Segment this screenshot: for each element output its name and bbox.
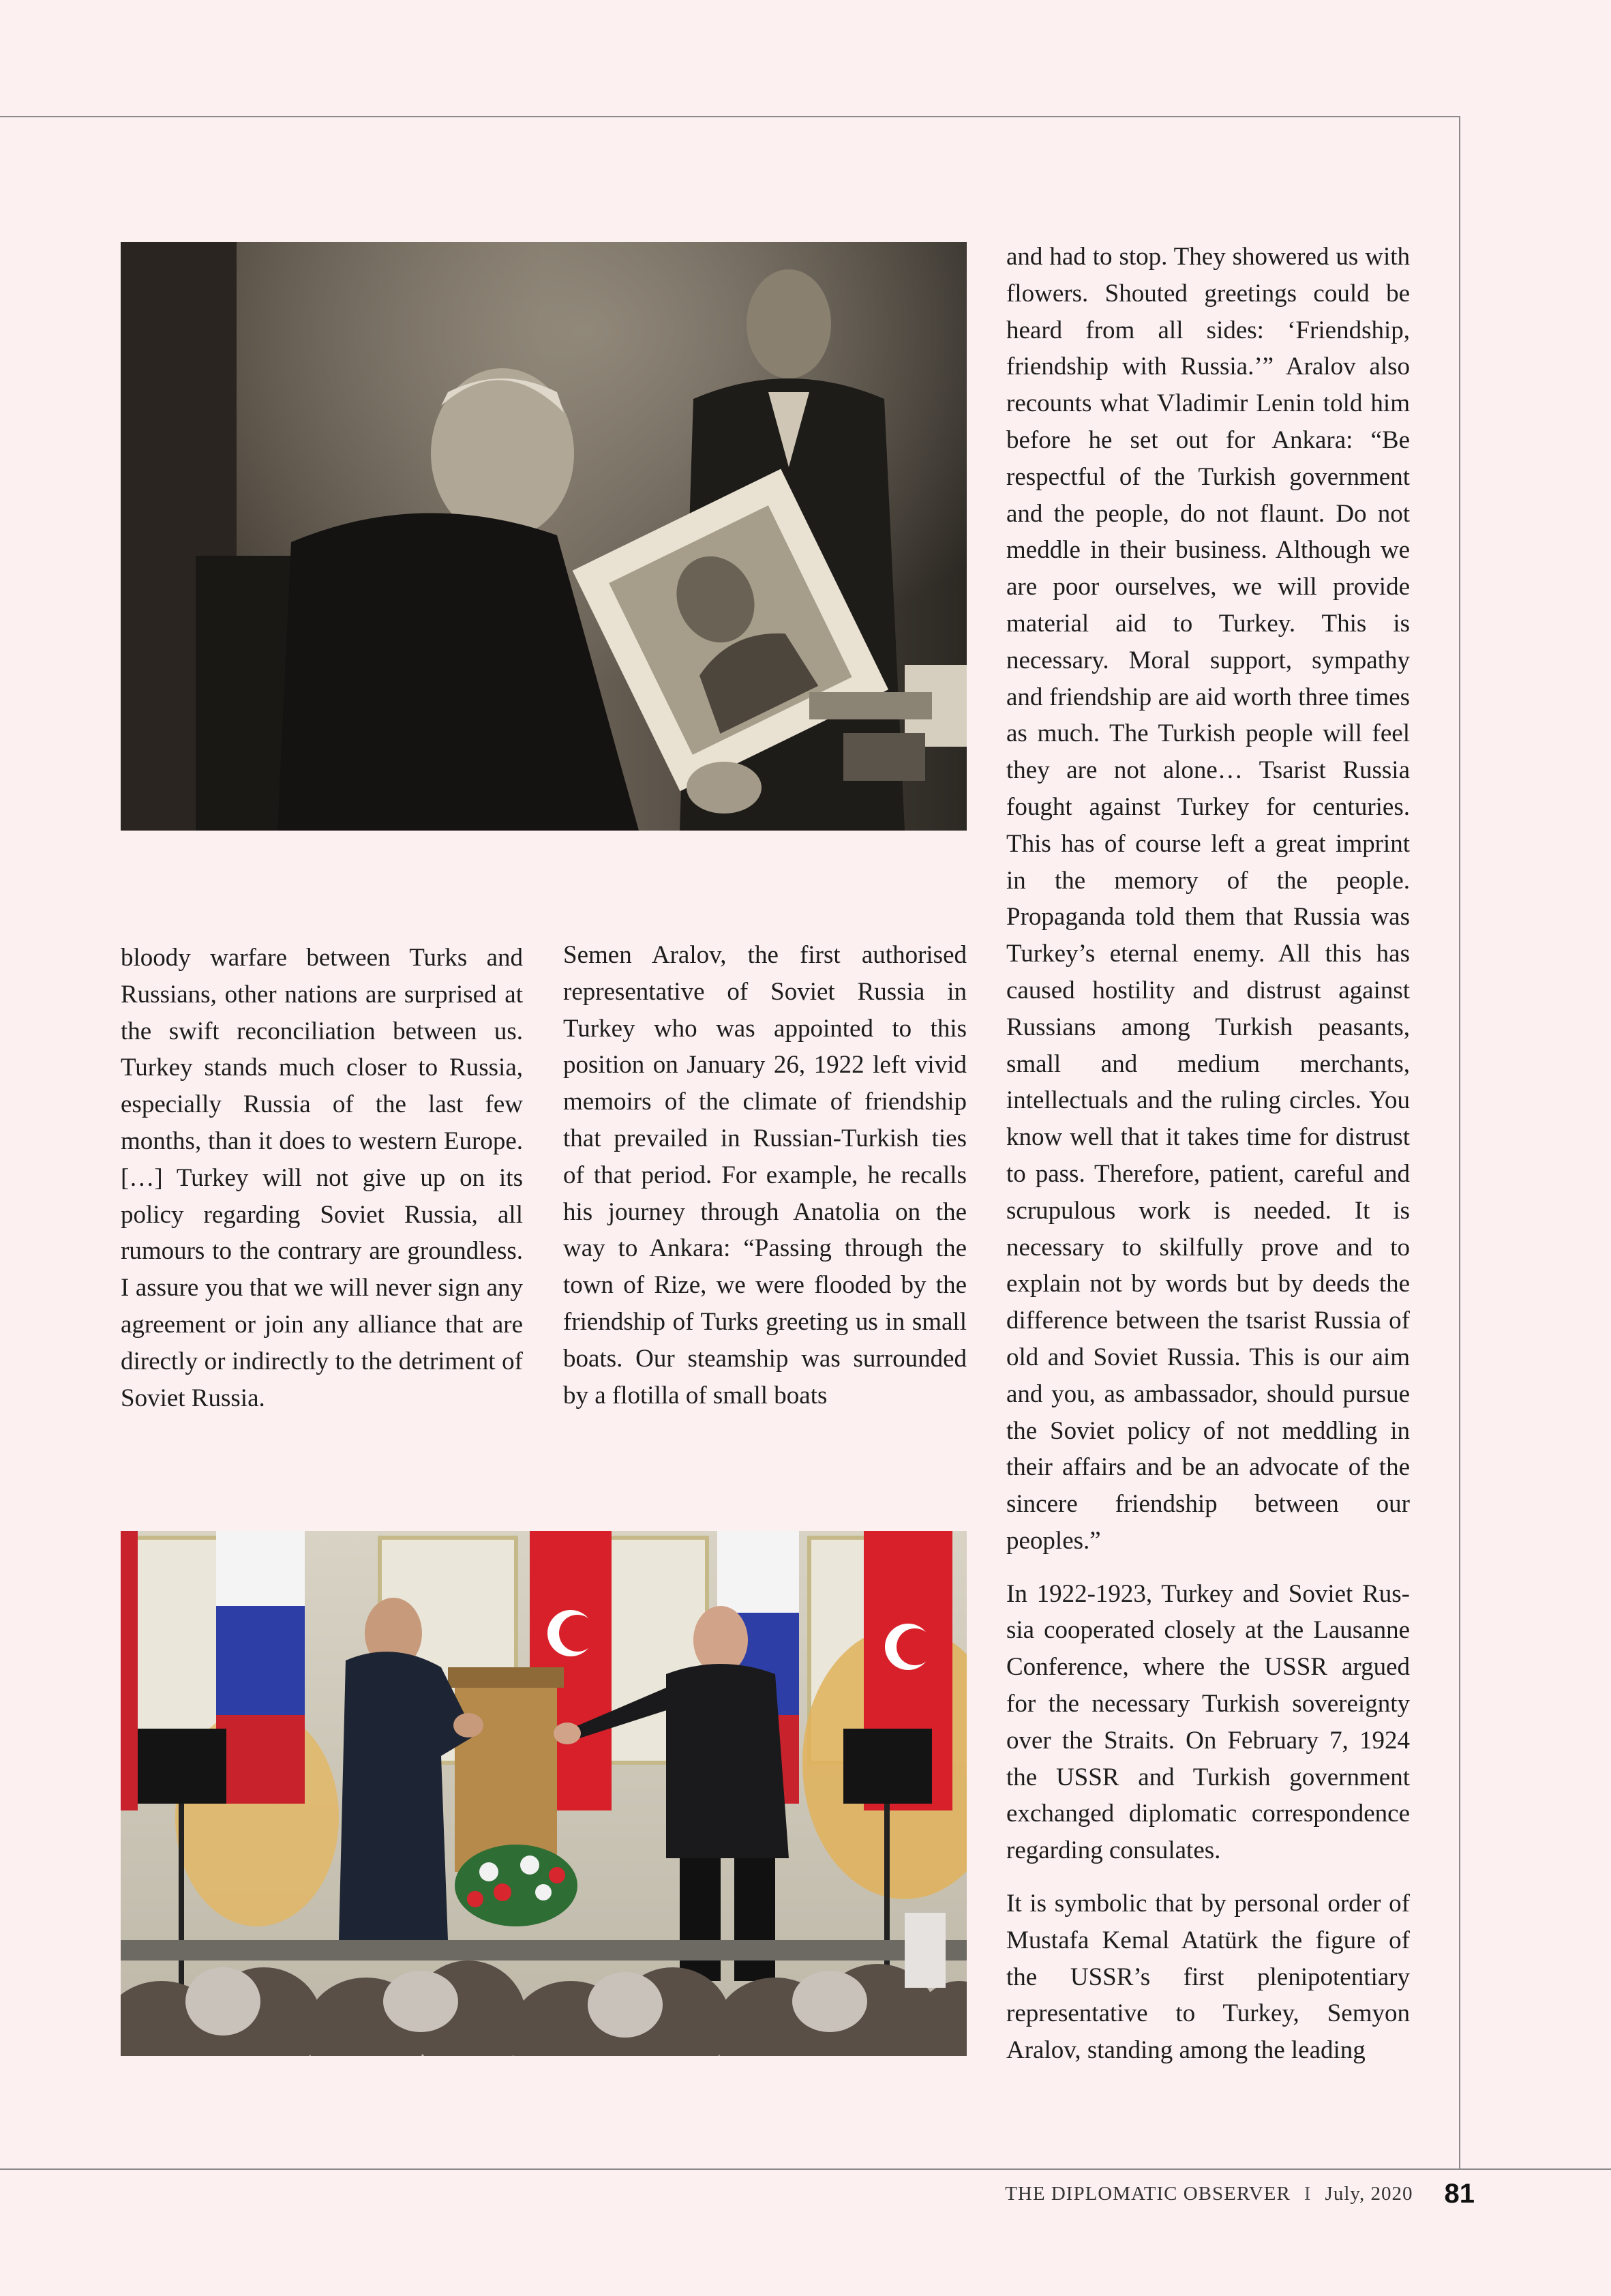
article-paragraph: Semen Aralov, the first authorised representative of Soviet Russia in Turkey who was appointed to this position on January 26, 1922 left vivid memoirs of the climate of friendship that prevailed in Russian-Turkish ties of that period. For example, he recalls his journey through Anatolia on the way to Ankara: “Passing through the town of Rize, we were flooded by the friendship of Turks greeting us in small boats. Our steamship was surrounded by a flotilla of small boats (563, 941, 967, 1410)
page-footer (1005, 2175, 1475, 2212)
footer-separator: I (1304, 2182, 1312, 2205)
historical-photo-man-holding-framed-portrait (121, 242, 967, 831)
publication-name: THE DIPLOMATIC OBSERVER (1005, 2182, 1291, 2205)
page-frame-bottom-rule (0, 2168, 1611, 2170)
article-paragraph: and had to stop. They showered us with flowers. Shouted greetings could be heard from all sides: ‘Friendship, friendship with Russia.’” Aralov also recounts what Vladimir Lenin told him before he set out for Ankara: “Be respectful of the Turkish government and the people, do not flaunt. Do not meddle in their business. Although we are poor ourselves, we will provide material aid to Turkey. This is necessary. Moral support, sympathy and friendship are aid worth three times as much. The Turkish people will feel they are not alone… Tsarist Russia fought against Turkey for centuries. This has of course left a great imprint in the memory of the people. Propaganda told them that Russia was Turkey’s eternal enemy. All this has caused hostility and distrust against Russians among Turkish peasants, small and medium merchants, intellectuals and the ruling circles. You know well that it takes time for distrust to pass. Therefore, patient, careful and scrupulous work is needed. It is necessary to skilfully prove and to explain not by words but by deeds the difference between the tsarist Russia of old and Soviet Russia. This is our aim and you, as ambassador, should pursue the Soviet policy of not meddling in their affairs and be an advocate of the sincere friendship between our peoples.” (1006, 243, 1410, 1555)
article-column-3 (1006, 239, 1410, 2069)
ceremony-photo-leaders-handshake (121, 1531, 967, 2056)
article-paragraph: bloody warfare between Turks and Russians, other nations are surprised at the swift reconciliation between us. Turkey stands much closer to Russia, especially Russia of the last few months, than it does to western Europe. […] Turkey will not give up on its policy regarding Soviet Russia, all rumours to the contrary are groundless. I assure you that we will never sign any agreement or join any alliance that are directly or indirectly to the detriment of Soviet Russia. (121, 944, 523, 1412)
article-column-2 (563, 937, 967, 1414)
page-number: 81 (1444, 2178, 1475, 2209)
article-paragraph: It is symbolic that by personal order of Mustafa Kemal Atatürk the figure of the USSR’s first plenipotentiary representative to Turkey, Semyon Aralov, standing among the leading (1006, 1890, 1410, 2065)
article-paragraph: In 1922-1923, Turkey and Soviet Russia cooperated closely at the Lausanne Conference, where the USSR argued for the necessary Turkish sovereignty over the Straits. On February 7, 1924 the USSR and Turkish government exchanged diplomatic correspondence regarding consulates. (1006, 1579, 1410, 1865)
article-column-1 (121, 940, 523, 1416)
page-frame-right-rule (1459, 116, 1460, 2168)
issue-date: July, 2020 (1325, 2182, 1413, 2205)
page-frame-top-rule (0, 116, 1459, 117)
